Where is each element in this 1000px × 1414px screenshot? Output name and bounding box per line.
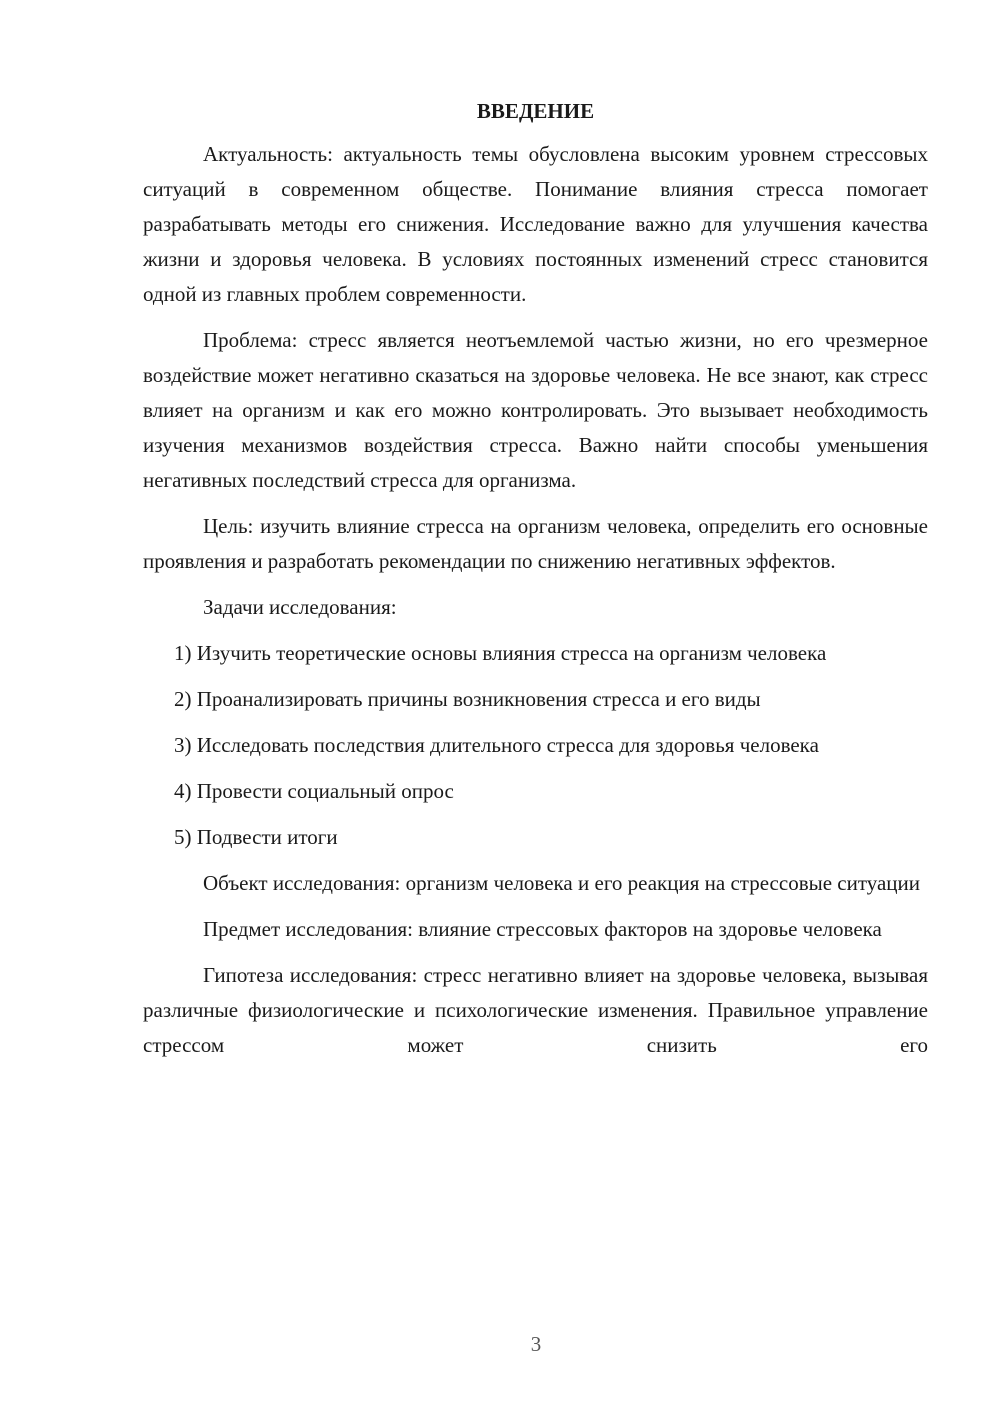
task-item-2: 2) Проанализировать причины возникновения стресса и его виды (174, 687, 761, 711)
paragraph-object: Объект исследования: организм человека и его реакция на стрессовые ситуации (203, 871, 921, 895)
paragraph-relevance: Актуальность: актуальность темы обусловлена высоким уровнем стрессовых ситуаций в современном обществе. Понимание влияния стресса помогает разрабатывать методы его снижения. Исследование важно для улучшения качества жизни и здоровья человека. В условиях постоянных изменений стресс становится одной из главных проблем современности. (143, 142, 928, 306)
paragraph-hypothesis: Гипотеза исследования: стресс негативно влияет на здоровье человека, вызывая различные физиологические и психологические изменения. Правильное управление стрессом может снизить его (143, 963, 928, 1057)
paragraph-problem: Проблема: стресс является неотъемлемой частью жизни, но его чрезмерное воздействие может негативно сказаться на здоровье человека. Не все знают, как стресс влияет на организм и как его можно контролировать. Это вызывает необходимость изучения механизмов воздействия стресса. Важно найти способы уменьшения негативных последствий стресса для организма. (143, 328, 928, 492)
document-page (143, 96, 928, 1074)
page-number: 3 (530, 1332, 542, 1356)
paragraph-goal: Цель: изучить влияние стресса на организм человека, определить его основные проявления и разработать рекомендации по снижению негативных эффектов. (143, 514, 928, 573)
page-title: ВВЕДЕНИЕ (476, 99, 595, 123)
task-item-1: 1) Изучить теоретические основы влияния стресса на организм человека (174, 641, 827, 665)
paragraph-subject: Предмет исследования: влияние стрессовых факторов на здоровье человека (203, 917, 882, 941)
task-item-5: 5) Подвести итоги (174, 825, 338, 849)
task-item-3: 3) Исследовать последствия длительного стресса для здоровья человека (174, 733, 819, 757)
paragraph-tasks-heading: Задачи исследования: (203, 595, 397, 619)
task-item-4: 4) Провести социальный опрос (174, 779, 454, 803)
